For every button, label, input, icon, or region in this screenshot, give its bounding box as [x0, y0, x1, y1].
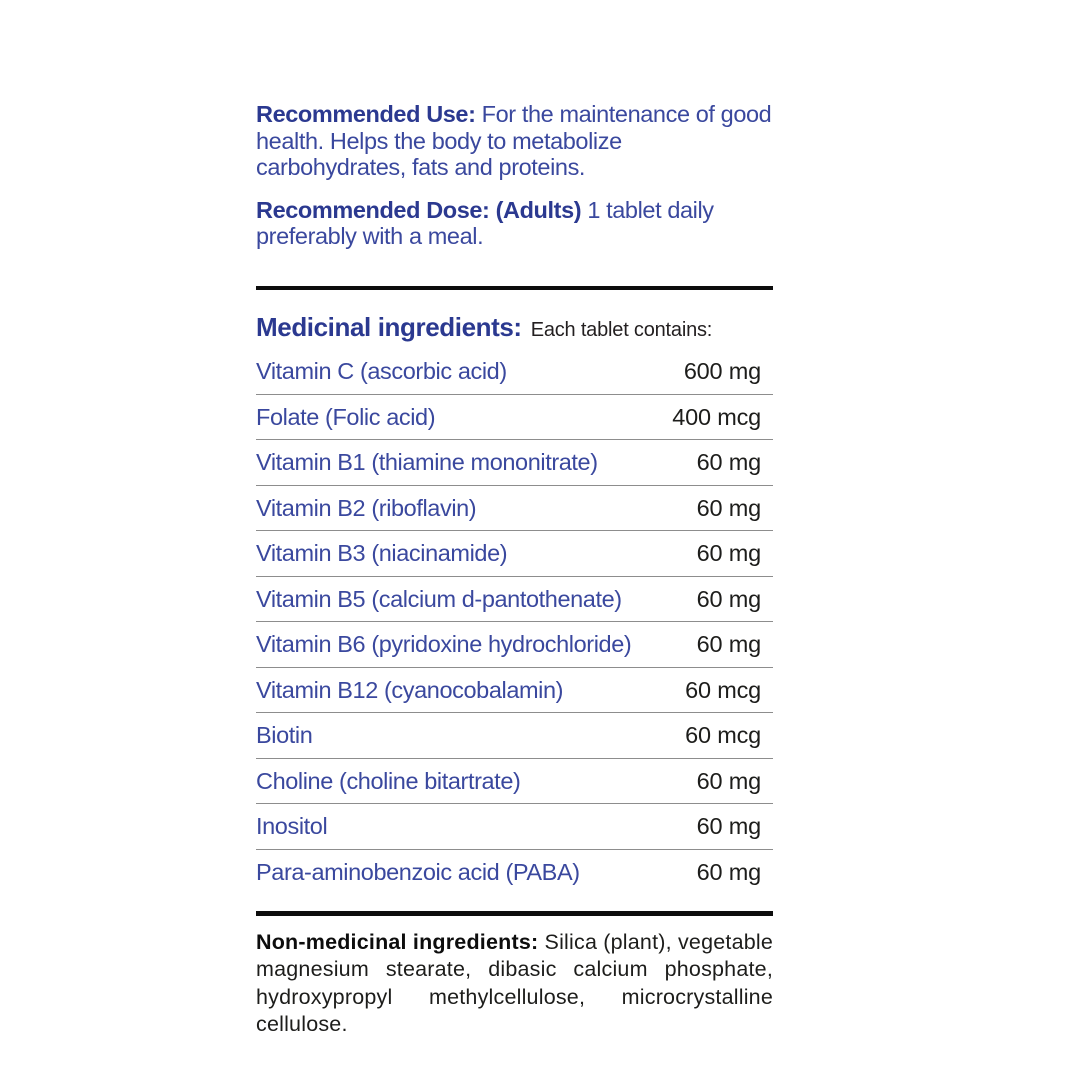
ingredient-amount: 60 mg [696, 585, 761, 612]
intro-section [256, 101, 773, 250]
top-divider-rule [256, 286, 773, 291]
ingredient-name: Vitamin B5 (calcium d-pantothenate) [256, 585, 622, 612]
supplement-facts-panel [256, 101, 773, 1039]
ingredient-row [256, 531, 773, 577]
ingredient-name: Vitamin B12 (cyanocobalamin) [256, 676, 564, 703]
ingredient-row [256, 759, 773, 805]
ingredient-amount: 60 mg [696, 767, 761, 794]
ingredient-name: Vitamin B2 (riboflavin) [256, 494, 477, 521]
ingredient-name: Vitamin B3 (niacinamide) [256, 540, 508, 566]
ingredient-name: Vitamin B1 (thiamine mononitrate) [256, 449, 598, 475]
ingredient-amount: 60 mg [696, 449, 761, 475]
ingredient-amount: 60 mg [696, 631, 761, 657]
ingredient-amount: 60 mg [696, 494, 761, 521]
bottom-divider-rule [256, 911, 773, 916]
ingredient-row [256, 804, 773, 850]
recommended-use-heading: Recommended Use: [256, 101, 476, 127]
recommended-dose-paragraph [256, 197, 773, 250]
ingredient-amount: 60 mg [696, 858, 761, 885]
ingredient-name: Vitamin C (ascorbic acid) [256, 358, 507, 384]
ingredient-row [256, 850, 773, 895]
ingredient-name: Folate (Folic acid) [256, 403, 436, 430]
ingredient-name: Para-aminobenzoic acid (PABA) [256, 858, 580, 885]
ingredient-name: Biotin [256, 722, 313, 748]
ingredient-amount: 400 mcg [672, 403, 761, 430]
medicinal-ingredients-title: Medicinal ingredients: [256, 312, 522, 342]
recommended-dose-text: 1 tablet daily preferably with a meal. [256, 196, 714, 249]
ingredient-row [256, 440, 773, 486]
ingredient-row [256, 668, 773, 714]
recommended-use-paragraph [256, 101, 773, 181]
ingredient-amount: 60 mg [696, 813, 761, 839]
ingredients-table [256, 349, 773, 894]
ingredient-row [256, 395, 773, 441]
non-medicinal-paragraph [256, 929, 773, 1039]
ingredient-amount: 60 mg [696, 540, 761, 566]
non-medicinal-heading: Non-medicinal ingredients: [256, 929, 539, 954]
non-medicinal-text: Silica (plant), vegetable magnesium stearate, dibasic calcium phosphate, hydroxypropyl methylcellulose, microcrystalline cellulose. [256, 929, 774, 1036]
ingredient-name: Vitamin B6 (pyridoxine hydrochloride) [256, 631, 632, 657]
ingredient-amount: 60 mcg [685, 676, 761, 703]
ingredient-row [256, 622, 773, 668]
ingredient-row [256, 486, 773, 532]
ingredient-row [256, 713, 773, 759]
ingredient-name: Choline (choline bitartrate) [256, 767, 521, 794]
ingredient-row [256, 349, 773, 395]
recommended-use-text: For the maintenance of good health. Helps the body to metabolize carbohydrates, fats and proteins. [256, 101, 772, 180]
recommended-dose-heading: Recommended Dose: (Adults) [256, 196, 582, 223]
each-tablet-contains-label: Each tablet contains: [530, 319, 713, 341]
ingredient-row [256, 577, 773, 623]
ingredient-name: Inositol [256, 813, 328, 839]
ingredient-amount: 60 mcg [685, 722, 761, 748]
ingredient-amount: 600 mg [683, 358, 761, 384]
medicinal-ingredients-header [256, 312, 773, 343]
